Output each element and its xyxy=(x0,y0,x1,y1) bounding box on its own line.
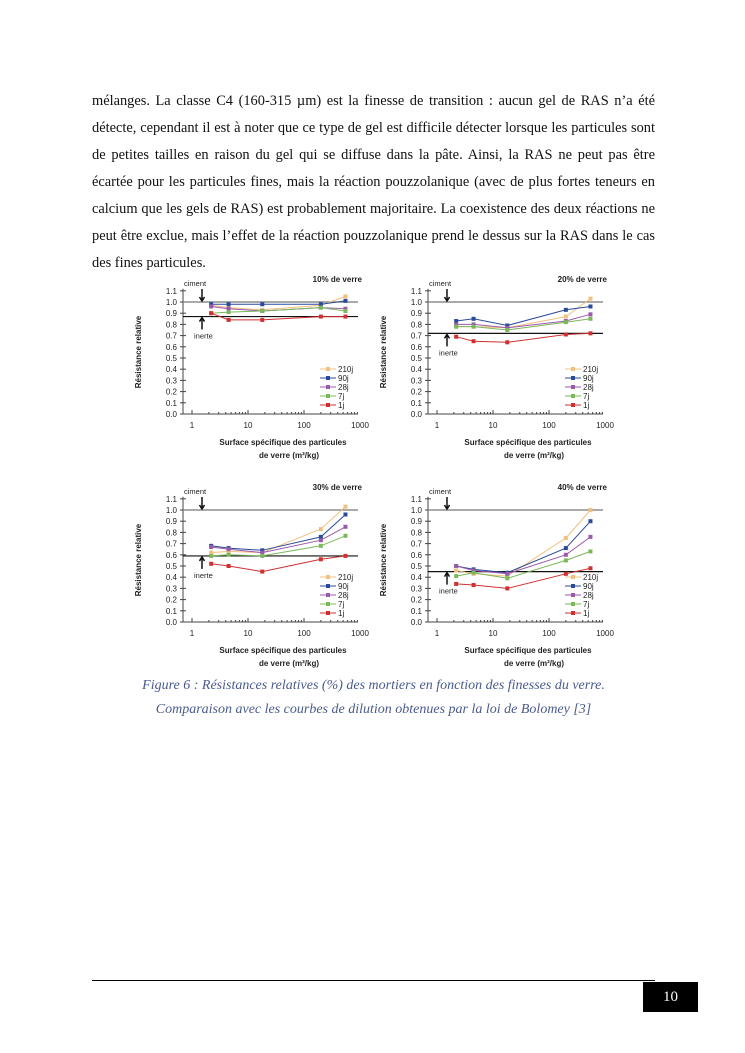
x-axis-title: Surface spécifique des particules xyxy=(219,646,347,655)
legend-label: 90j xyxy=(338,374,349,383)
data-point-7j xyxy=(343,534,347,538)
y-tick-label: 1.0 xyxy=(410,506,422,515)
y-tick-label: 0.1 xyxy=(165,606,177,616)
data-point-7j xyxy=(319,306,323,310)
data-point-90j xyxy=(260,302,264,306)
data-point-7j xyxy=(472,325,476,329)
legend-label: 28j xyxy=(583,591,594,600)
body-text xyxy=(92,88,655,277)
legend-marker-28j xyxy=(326,385,330,389)
y-tick-label: 0.9 xyxy=(165,309,177,319)
data-point-90j xyxy=(588,304,592,308)
y-tick-label: 0.0 xyxy=(165,618,177,627)
down-arrow-icon xyxy=(445,497,450,509)
legend-marker-90j xyxy=(571,376,575,380)
up-arrow-icon xyxy=(445,334,450,346)
data-point-28j xyxy=(343,525,347,529)
legend-label: 90j xyxy=(583,374,594,383)
legend-label: 7j xyxy=(338,600,345,609)
data-point-90j xyxy=(343,299,347,303)
y-axis-title: Résistance relative xyxy=(134,315,143,389)
data-point-90j xyxy=(564,546,568,550)
x-tick-label: 1000 xyxy=(596,629,614,638)
y-tick-label: 1.1 xyxy=(165,286,177,296)
y-tick-label: 1.1 xyxy=(165,494,177,504)
data-point-7j xyxy=(588,549,592,553)
data-point-1j xyxy=(319,557,323,561)
caption-line-1: Figure 6 : Résistances relatives (%) des mortiers en fonction des finesses du verre. xyxy=(142,678,605,693)
y-tick-label: 0.3 xyxy=(410,584,422,594)
series-line-90j xyxy=(211,515,345,551)
x-tick-label: 100 xyxy=(297,421,311,430)
legend-marker-1j xyxy=(326,403,330,407)
y-tick-label: 0.4 xyxy=(165,573,177,583)
data-point-7j xyxy=(209,554,213,558)
legend-marker-7j xyxy=(571,602,575,606)
series-line-210j xyxy=(211,507,345,553)
reference-label: inerte xyxy=(194,331,213,341)
reference-label: inerte xyxy=(194,570,213,580)
chart-10-percent xyxy=(130,270,370,470)
data-point-210j xyxy=(588,297,592,301)
y-tick-label: 0.1 xyxy=(410,606,422,616)
data-point-90j xyxy=(588,519,592,523)
x-tick-label: 1000 xyxy=(351,421,369,430)
data-point-7j xyxy=(588,317,592,321)
footer-rule xyxy=(92,980,655,981)
x-tick-label: 1000 xyxy=(596,421,614,430)
legend-marker-28j xyxy=(326,593,330,597)
x-axis-title: de verre (m²/kg) xyxy=(258,451,320,460)
data-point-7j xyxy=(343,309,347,313)
y-tick-label: 0.9 xyxy=(410,309,422,319)
reference-label: ciment xyxy=(184,487,207,496)
legend-marker-210j xyxy=(326,367,330,371)
legend-label: 210j xyxy=(583,573,599,582)
data-point-1j xyxy=(227,564,231,568)
data-point-210j xyxy=(454,568,458,572)
data-point-210j xyxy=(319,527,323,531)
y-axis-title: Résistance relative xyxy=(379,523,388,597)
series-line-1j xyxy=(456,333,590,342)
data-point-7j xyxy=(472,571,476,575)
x-tick-label: 100 xyxy=(542,629,556,638)
y-tick-label: 0.0 xyxy=(410,618,422,627)
series-line-28j xyxy=(456,537,590,574)
legend-label: 28j xyxy=(583,383,594,392)
data-point-210j xyxy=(343,505,347,509)
data-point-90j xyxy=(343,512,347,516)
y-tick-label: 0.6 xyxy=(165,342,177,352)
data-point-210j xyxy=(564,536,568,540)
caption-line-2: Comparaison avec les courbes de dilution obtenues par la loi de Bolomey [3] xyxy=(155,702,592,717)
y-tick-label: 1.0 xyxy=(410,298,422,307)
down-arrow-icon xyxy=(200,497,205,509)
data-point-1j xyxy=(319,315,323,319)
y-tick-label: 0.0 xyxy=(410,410,422,419)
data-point-1j xyxy=(472,583,476,587)
y-tick-label: 0.7 xyxy=(410,331,422,341)
y-tick-label: 0.5 xyxy=(410,354,422,363)
chart-40-percent xyxy=(375,478,615,678)
reference-label: inerte xyxy=(439,586,458,596)
legend-marker-7j xyxy=(571,394,575,398)
y-tick-label: 0.8 xyxy=(410,528,422,538)
y-tick-label: 0.2 xyxy=(165,595,177,605)
legend-marker-1j xyxy=(571,403,575,407)
data-point-1j xyxy=(505,340,509,344)
y-tick-label: 0.7 xyxy=(410,539,422,549)
y-tick-label: 0.6 xyxy=(410,342,422,352)
data-point-28j xyxy=(227,547,231,551)
y-tick-label: 0.5 xyxy=(165,354,177,363)
series-line-1j xyxy=(211,556,345,572)
legend-marker-90j xyxy=(571,584,575,588)
x-tick-label: 100 xyxy=(542,421,556,430)
data-point-28j xyxy=(209,545,213,549)
legend-marker-1j xyxy=(326,611,330,615)
legend-marker-28j xyxy=(571,593,575,597)
series-line-90j xyxy=(456,307,590,326)
legend-marker-210j xyxy=(326,575,330,579)
page-number: 10 xyxy=(643,982,698,1012)
data-point-7j xyxy=(227,553,231,557)
x-tick-label: 10 xyxy=(488,629,498,638)
y-tick-label: 0.8 xyxy=(165,320,177,330)
legend-marker-90j xyxy=(326,376,330,380)
y-tick-label: 0.9 xyxy=(165,517,177,527)
y-tick-label: 0.4 xyxy=(410,573,422,583)
x-axis-title: Surface spécifique des particules xyxy=(464,646,592,655)
data-point-7j xyxy=(227,310,231,314)
reference-label: ciment xyxy=(429,487,452,496)
y-tick-label: 0.6 xyxy=(165,550,177,560)
data-point-7j xyxy=(505,576,509,580)
legend-marker-210j xyxy=(571,575,575,579)
data-point-7j xyxy=(454,574,458,578)
y-tick-label: 0.2 xyxy=(410,595,422,605)
legend-label: 1j xyxy=(583,609,590,618)
legend-marker-28j xyxy=(571,385,575,389)
legend-label: 7j xyxy=(338,392,345,401)
legend-label: 1j xyxy=(338,401,345,410)
data-point-1j xyxy=(472,339,476,343)
data-point-1j xyxy=(260,570,264,574)
legend-marker-7j xyxy=(326,602,330,606)
y-tick-label: 1.0 xyxy=(165,298,177,307)
data-point-1j xyxy=(588,331,592,335)
chart-30-percent xyxy=(130,478,370,678)
up-arrow-icon xyxy=(200,557,205,569)
y-tick-label: 0.0 xyxy=(165,410,177,419)
legend-label: 1j xyxy=(583,401,590,410)
chart-title: 40% de verre xyxy=(557,483,607,492)
x-tick-label: 10 xyxy=(243,421,253,430)
chart-title: 20% de verre xyxy=(557,275,607,284)
figure-caption xyxy=(92,674,655,722)
legend-label: 1j xyxy=(338,609,345,618)
y-tick-label: 1.1 xyxy=(410,286,422,296)
series-line-210j xyxy=(456,299,590,328)
legend-label: 28j xyxy=(338,383,349,392)
y-tick-label: 0.5 xyxy=(165,562,177,571)
data-point-210j xyxy=(588,508,592,512)
x-axis-title: de verre (m²/kg) xyxy=(503,451,565,460)
data-point-1j xyxy=(564,332,568,336)
data-point-90j xyxy=(472,317,476,321)
y-tick-label: 0.5 xyxy=(410,562,422,571)
data-point-7j xyxy=(454,325,458,329)
x-axis-title: de verre (m²/kg) xyxy=(258,659,320,668)
y-tick-label: 0.7 xyxy=(165,539,177,549)
paragraph: mélanges. La classe C4 (160-315 µm) est la finesse de transition : aucun gel de RAS n’a été détecte, cependant il est à noter que ce type de gel est difficile détecter lorsque les particules sont de petites tailles en raison du gel qui se diffuse dans la pâte. Ainsi, la RAS ne peut pas être écartée pour les particules fines, mais la réaction pouzzolanique (avec de plus fortes teneurs en calcium que les gels de RAS) est probablement majoritaire. La coexistence des deux réactions ne peut être exclue, mais l’effet de la réaction pouzzolanique prend le dessus sur la RAS dans le cas des fines particules. xyxy=(92,93,655,271)
x-tick-label: 1 xyxy=(434,421,440,430)
data-point-7j xyxy=(564,320,568,324)
reference-label: ciment xyxy=(429,279,452,288)
data-point-90j xyxy=(564,308,568,312)
legend-label: 210j xyxy=(338,365,354,374)
data-point-7j xyxy=(319,544,323,548)
data-point-1j xyxy=(564,572,568,576)
legend-marker-1j xyxy=(571,611,575,615)
data-point-28j xyxy=(454,564,458,568)
data-point-210j xyxy=(343,294,347,298)
data-point-1j xyxy=(454,582,458,586)
data-point-1j xyxy=(209,311,213,315)
y-tick-label: 0.4 xyxy=(410,365,422,375)
x-tick-label: 1000 xyxy=(351,629,369,638)
x-axis-title: Surface spécifique des particules xyxy=(219,438,347,447)
reference-label: inerte xyxy=(439,348,458,358)
legend-label: 90j xyxy=(338,582,349,591)
x-tick-label: 1 xyxy=(434,629,440,638)
y-tick-label: 0.8 xyxy=(410,320,422,330)
y-tick-label: 0.3 xyxy=(165,584,177,594)
data-point-28j xyxy=(319,538,323,542)
data-point-1j xyxy=(260,318,264,322)
y-tick-label: 0.4 xyxy=(165,365,177,375)
x-tick-label: 100 xyxy=(297,629,311,638)
y-tick-label: 0.8 xyxy=(165,528,177,538)
legend-marker-7j xyxy=(326,394,330,398)
data-point-28j xyxy=(588,312,592,316)
legend-label: 7j xyxy=(583,392,590,401)
data-point-210j xyxy=(564,315,568,319)
x-tick-label: 1 xyxy=(189,421,195,430)
y-tick-label: 0.3 xyxy=(165,376,177,386)
legend-label: 210j xyxy=(583,365,599,374)
chart-title: 30% de verre xyxy=(312,483,362,492)
chart-title: 10% de verre xyxy=(312,275,362,284)
data-point-7j xyxy=(260,309,264,313)
y-tick-label: 0.6 xyxy=(410,550,422,560)
reference-label: ciment xyxy=(184,279,207,288)
data-point-7j xyxy=(505,328,509,332)
series-line-90j xyxy=(456,521,590,573)
chart-20-percent xyxy=(375,270,615,470)
legend-label: 28j xyxy=(338,591,349,600)
data-point-28j xyxy=(209,304,213,308)
x-tick-label: 1 xyxy=(189,629,195,638)
y-tick-label: 0.3 xyxy=(410,376,422,386)
x-tick-label: 10 xyxy=(488,421,498,430)
data-point-1j xyxy=(227,318,231,322)
y-tick-label: 0.1 xyxy=(410,398,422,408)
y-tick-label: 1.0 xyxy=(165,506,177,515)
y-axis-title: Résistance relative xyxy=(134,523,143,597)
data-point-28j xyxy=(564,553,568,557)
data-point-1j xyxy=(454,335,458,339)
y-tick-label: 0.2 xyxy=(410,387,422,397)
x-tick-label: 10 xyxy=(243,629,253,638)
up-arrow-icon xyxy=(200,318,205,330)
data-point-1j xyxy=(209,562,213,566)
x-axis-title: de verre (m²/kg) xyxy=(503,659,565,668)
data-point-1j xyxy=(505,586,509,590)
data-point-28j xyxy=(505,572,509,576)
down-arrow-icon xyxy=(445,289,450,301)
data-point-7j xyxy=(260,554,264,558)
legend-label: 90j xyxy=(583,582,594,591)
data-point-28j xyxy=(588,535,592,539)
data-point-1j xyxy=(343,554,347,558)
legend-label: 7j xyxy=(583,600,590,609)
y-tick-label: 0.1 xyxy=(165,398,177,408)
data-point-7j xyxy=(564,558,568,562)
y-tick-label: 0.7 xyxy=(165,331,177,341)
data-point-90j xyxy=(227,302,231,306)
y-tick-label: 1.1 xyxy=(410,494,422,504)
y-axis-title: Résistance relative xyxy=(379,315,388,389)
x-axis-title: Surface spécifique des particules xyxy=(464,438,592,447)
data-point-1j xyxy=(343,315,347,319)
data-point-1j xyxy=(588,566,592,570)
legend-marker-210j xyxy=(571,367,575,371)
legend-marker-90j xyxy=(326,584,330,588)
y-tick-label: 0.2 xyxy=(165,387,177,397)
down-arrow-icon xyxy=(200,289,205,301)
up-arrow-icon xyxy=(445,573,450,585)
legend-label: 210j xyxy=(338,573,354,582)
y-tick-label: 0.9 xyxy=(410,517,422,527)
